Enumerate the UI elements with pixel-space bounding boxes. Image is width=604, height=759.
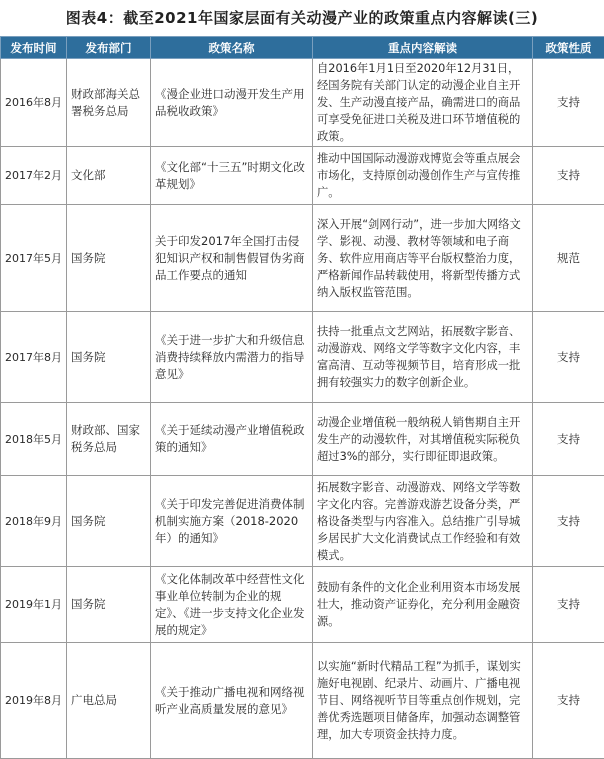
row-content: 自2016年1月1日至2020年12月31日，经国务院有关部门认定的动漫企业自主开发、生产动漫直接产品，确需进口的商品可享受免征进口关税及进口环节增值税的政策。 [313,59,533,147]
row-content: 扶持一批重点文艺网站，拓展数字影音、动漫游戏、网络文学等数字文化内容，丰富高清、互动等视频节目，培育形成一批拥有较强实力的数字创新企业。 [313,312,533,403]
row-policy-name: 《关于推动广播电视和网络视听产业高质量发展的意见》 [151,643,313,759]
row-nature: 支持 [533,567,604,643]
row-date: 2017年2月 [1,147,67,205]
table-row [1,643,604,759]
row-dept: 国务院 [67,205,151,312]
header-content: 重点内容解读 [313,37,533,59]
row-dept: 文化部 [67,147,151,205]
row-content: 动漫企业增值税一般纳税人销售期自主开发生产的动漫软件，对其增值税实际税负超过3%的部分，实行即征即退政策。 [313,403,533,476]
row-date: 2017年8月 [1,312,67,403]
table-row [1,205,604,312]
header-date: 发布时间 [1,37,67,59]
row-date: 2019年1月 [1,567,67,643]
row-policy-name: 《漫企业进口动漫开发生产用品税收政策》 [151,59,313,147]
row-nature: 支持 [533,59,604,147]
row-policy-name: 关于印发2017年全国打击侵犯知识产权和制售假冒伪劣商品工作要点的通知 [151,205,313,312]
table-row [1,476,604,567]
row-policy-name: 《文化部“十三五”时期文化改革规划》 [151,147,313,205]
row-content: 鼓励有条件的文化企业利用资本市场发展壮大，推动资产证券化，充分利用金融资源。 [313,567,533,643]
row-content: 深入开展“剑网行动”，进一步加大网络文学、影视、动漫、教材等领域和电子商务、软件应用商店等平台版权整治力度，严格新闻作品转载使用，将新型传播方式纳入版权监管范围。 [313,205,533,312]
row-date: 2017年5月 [1,205,67,312]
table-row [1,567,604,643]
table-row [1,59,604,147]
page-title: 图表4：截至2021年国家层面有关动漫产业的政策重点内容解读(三) [65,9,539,27]
policy-table [0,36,604,759]
row-date: 2018年9月 [1,476,67,567]
header-nature: 政策性质 [533,37,604,59]
row-nature: 支持 [533,147,604,205]
row-date: 2018年5月 [1,403,67,476]
row-dept: 国务院 [67,312,151,403]
row-nature: 支持 [533,476,604,567]
table-header-row [1,37,604,59]
row-dept: 财政部、国家税务总局 [67,403,151,476]
row-date: 2019年8月 [1,643,67,759]
row-nature: 规范 [533,205,604,312]
row-date: 2016年8月 [1,59,67,147]
row-dept: 国务院 [67,476,151,567]
header-name: 政策名称 [151,37,313,59]
row-nature: 支持 [533,312,604,403]
row-nature: 支持 [533,643,604,759]
row-policy-name: 《关于印发完善促进消费体制机制实施方案（2018-2020年）的通知》 [151,476,313,567]
table-row [1,403,604,476]
row-dept: 广电总局 [67,643,151,759]
row-policy-name: 《文化体制改革中经营性文化事业单位转制为企业的规定》、《进一步支持文化企业发展的规定》 [151,567,313,643]
row-policy-name: 《关于进一步扩大和升级信息消费持续释放内需潜力的指导意见》 [151,312,313,403]
row-content: 以实施“新时代精品工程”为抓手，谋划实施好电视剧、纪录片、动画片、广播电视节目、网络视听节目等重点创作规划，完善优秀选题项目储备库，加强动态调整管理，加大专项资金扶持力度。 [313,643,533,759]
row-policy-name: 《关于延续动漫产业增值税政策的通知》 [151,403,313,476]
row-content: 推动中国国际动漫游戏博览会等重点展会市场化，支持原创动漫创作生产与宣传推广。 [313,147,533,205]
row-content: 拓展数字影音、动漫游戏、网络文学等数字文化内容。完善游戏游艺设备分类，严格设备类型与内容准入。总结推广引导城乡居民扩大文化消费试点工作经验和有效模式。 [313,476,533,567]
table-row [1,147,604,205]
table-row [1,312,604,403]
row-dept: 财政部海关总署税务总局 [67,59,151,147]
row-dept: 国务院 [67,567,151,643]
header-dept: 发布部门 [67,37,151,59]
row-nature: 支持 [533,403,604,476]
